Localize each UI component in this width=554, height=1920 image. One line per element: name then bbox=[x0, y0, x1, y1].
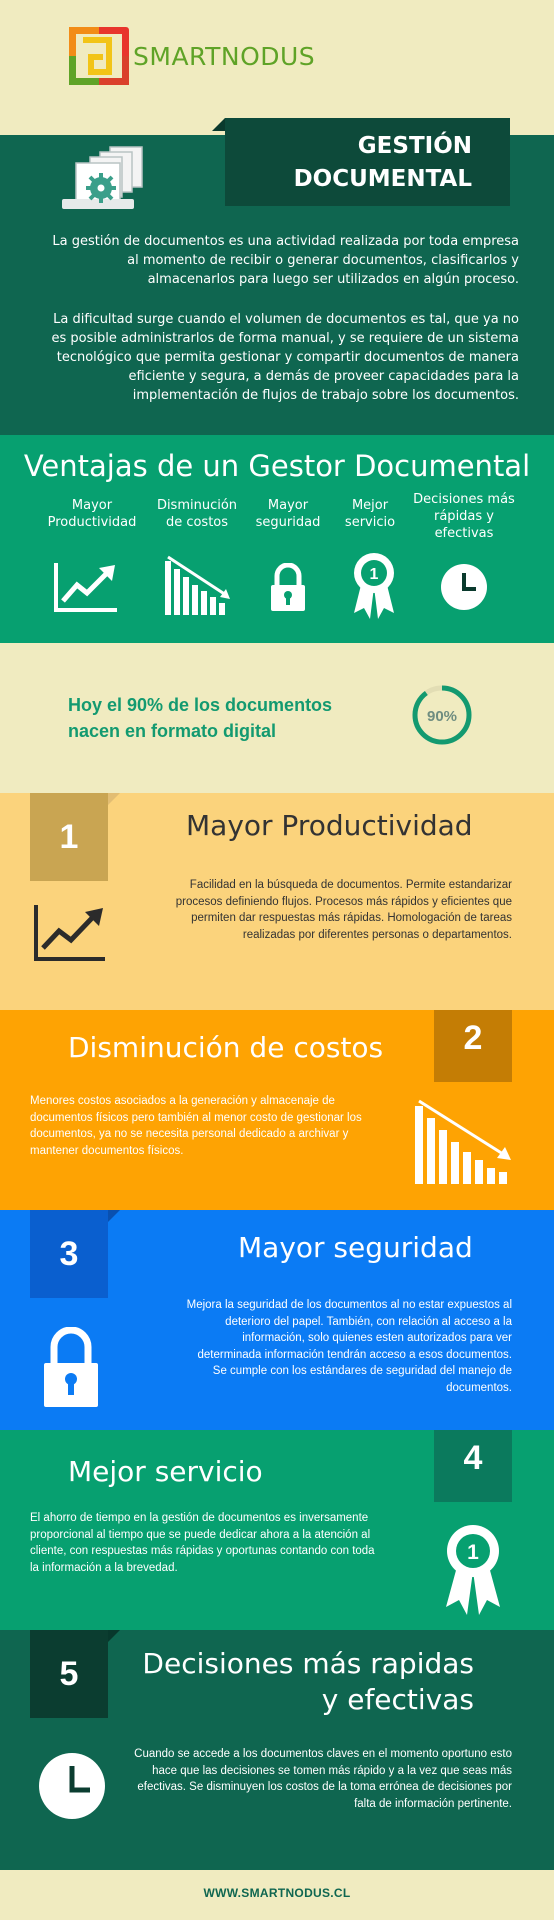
ventaja-label-productividad: Mayor Productividad bbox=[47, 498, 137, 530]
section-number-badge: 5 bbox=[30, 1630, 108, 1718]
intro-paragraph-1: La gestión de documentos es una actividad realizada por toda empresa al momento de recibir o generar documentos, clasificarlos y almacenarlos para luego ser utilizados en algún proceso. bbox=[52, 234, 519, 287]
declining-bars-icon bbox=[413, 1098, 513, 1184]
section-number-badge: 4 bbox=[434, 1430, 512, 1502]
svg-text:1: 1 bbox=[467, 1541, 479, 1564]
section-title: Mayor Productividad bbox=[186, 809, 473, 842]
declining-bars-icon bbox=[162, 555, 232, 615]
section-decisiones bbox=[0, 1630, 554, 1870]
section-costos bbox=[0, 1010, 554, 1210]
clock-icon bbox=[38, 1752, 106, 1820]
section-title: Disminución de costos bbox=[68, 1031, 384, 1064]
award-ribbon-icon bbox=[444, 1523, 502, 1617]
percent-label: 90% bbox=[426, 708, 458, 725]
documents-gear-icon bbox=[58, 145, 154, 225]
ventajas-section bbox=[0, 435, 554, 643]
page-title: GESTIÓN DOCUMENTAL bbox=[225, 118, 510, 206]
section-title: Mejor servicio bbox=[68, 1455, 263, 1488]
section-body: Facilidad en la búsqueda de documentos. Permite estandarizar procesos definiendo flujos. Procesos más rápidos y eficientes que permiten dar respuestas más rápidas. Homologación de tareas realizadas por diferentes personas o departamentos. bbox=[175, 879, 512, 941]
intro-section bbox=[0, 135, 554, 435]
website-link[interactable]: WWW.SMARTNODUS.CL bbox=[203, 1886, 351, 1900]
brand-name: SMARTNODUS bbox=[133, 42, 316, 71]
header bbox=[0, 0, 554, 135]
padlock-icon bbox=[269, 563, 307, 613]
section-number-badge: 1 bbox=[30, 793, 108, 881]
footer bbox=[0, 1870, 554, 1920]
clock-icon bbox=[440, 563, 488, 611]
ventaja-label-decisiones: Decisiones más rápidas y efectivas bbox=[413, 492, 515, 541]
section-number-badge: 2 bbox=[434, 1010, 512, 1082]
award-ribbon-icon bbox=[352, 551, 396, 621]
section-body: Menores costos asociados a la generación y almacenaje de documentos físicos pero también al menor costo de gestionar los documentos, ya no se necesita personal dedicado a archivar y mantener documentos físicos. bbox=[30, 1095, 362, 1157]
section-productividad bbox=[0, 793, 554, 1010]
section-number-badge: 3 bbox=[30, 1210, 108, 1298]
ventajas-title: Ventajas de un Gestor Documental bbox=[23, 449, 531, 483]
smartnodus-logo-icon bbox=[69, 27, 129, 85]
section-body: Mejora la seguridad de los documentos al no estar expuestos al deterioro del papel. También, con relación al acceso a la información, solo quienes esten autorizados para ver determinada información tendrán acceso a esos documentos. Se cumple con los estándares de seguridad del manejo de documentos. bbox=[186, 1299, 512, 1394]
section-body: El ahorro de tiempo en la gestión de documentos es inversamente proporcional al tiempo que se puede dedicar ahora a la atención al cliente, con respuestas más rápidas y oportunas contando con toda la información a la brevedad. bbox=[30, 1512, 375, 1574]
ventaja-label-seguridad: Mayor seguridad bbox=[255, 498, 321, 530]
growth-chart-icon bbox=[53, 561, 119, 613]
section-title: Decisiones más rapidas y efectivas bbox=[142, 1647, 474, 1716]
ventaja-label-costos: Disminución de costos bbox=[156, 498, 238, 530]
growth-chart-icon bbox=[33, 903, 107, 963]
percent-donut-chart bbox=[411, 684, 473, 746]
ventaja-label-servicio: Mejor servicio bbox=[344, 498, 396, 530]
svg-text:1: 1 bbox=[369, 566, 379, 583]
section-seguridad bbox=[0, 1210, 554, 1430]
stat-section bbox=[0, 643, 554, 793]
section-title: Mayor seguridad bbox=[238, 1231, 473, 1264]
stat-statement: Hoy el 90% de los documentos nacen en formato digital bbox=[68, 695, 333, 741]
padlock-icon bbox=[42, 1327, 100, 1409]
intro-paragraph-2: La dificultad surge cuando el volumen de documentos es tal, que ya no es posible administrarlos de forma manual, y se requiere de un sistema tecnológico que permita gestionar y compartir documentos de manera eficiente y segura, a demás de proveer capacidades para la implementación de flujos de trabajo sobre los documentos. bbox=[51, 312, 519, 403]
section-body: Cuando se accede a los documentos claves en el momento oportuno esto hace que las decisiones se tomen más rápido y a la vez que seas más efectivas. Se disminuyen los costos de la toma errónea de decisiones por falta de información pertinente. bbox=[134, 1748, 512, 1810]
section-servicio bbox=[0, 1430, 554, 1630]
